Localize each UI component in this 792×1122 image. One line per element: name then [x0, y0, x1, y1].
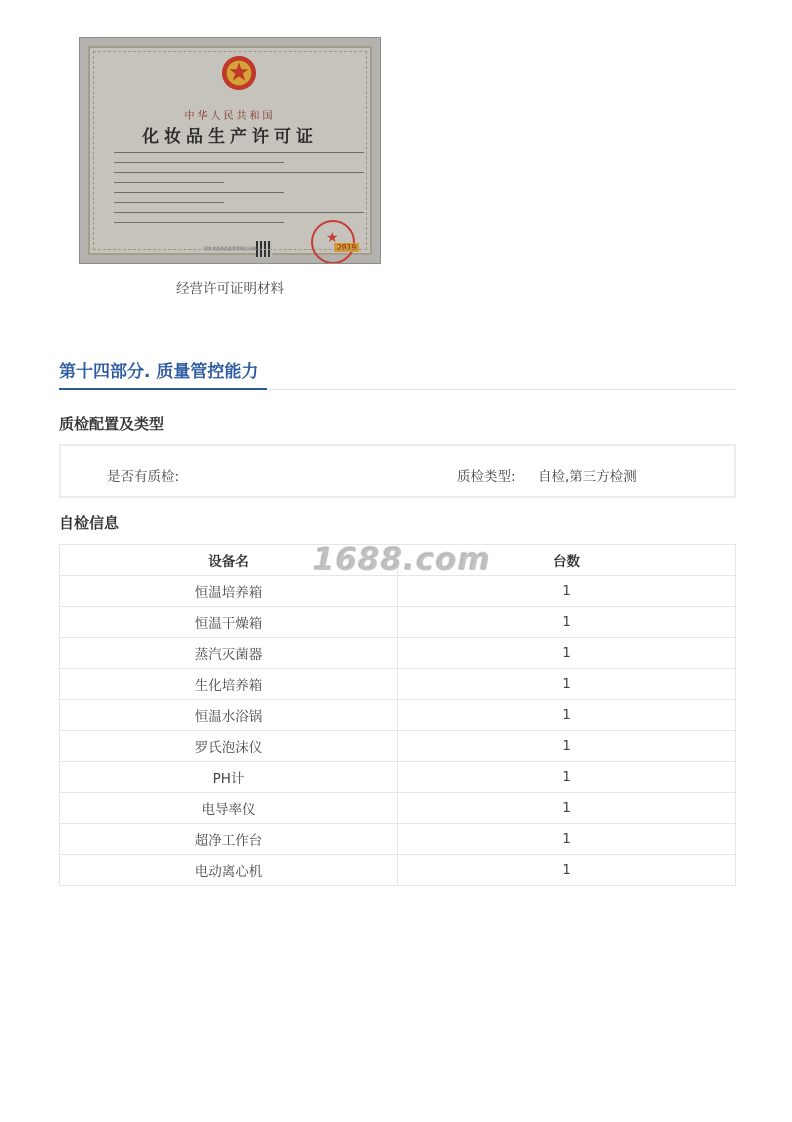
equipment-name: 恒温干燥箱 — [60, 607, 398, 638]
equipment-count: 1 — [398, 855, 736, 886]
qr-code-icon — [256, 241, 272, 257]
license-figure — [79, 37, 381, 297]
table-row — [60, 824, 736, 855]
equipment-count: 1 — [398, 607, 736, 638]
table-header-row — [60, 545, 736, 576]
equipment-name: 电动离心机 — [60, 855, 398, 886]
table-row — [60, 576, 736, 607]
license-caption: 经营许可证明材料 — [176, 281, 284, 297]
certificate-country: 中华人民共和国 — [184, 111, 276, 122]
equipment-count: 1 — [398, 638, 736, 669]
equipment-name: 恒温水浴锅 — [60, 700, 398, 731]
table-row — [60, 607, 736, 638]
equipment-name: 电导率仪 — [60, 793, 398, 824]
section-title-underline — [59, 388, 267, 390]
column-header-equipment: 设备名 — [60, 545, 398, 576]
column-header-count: 台数 — [398, 545, 736, 576]
equipment-count: 1 — [398, 669, 736, 700]
official-seal-icon: ★ — [311, 220, 355, 264]
equipment-name: 生化培养箱 — [60, 669, 398, 700]
self-check-heading: 自检信息 — [59, 514, 120, 532]
qc-type-value: 自检,第三方检测 — [538, 469, 637, 485]
certificate-footer: 国家食品药品监督管理总局制 — [204, 246, 256, 251]
table-row — [60, 793, 736, 824]
equipment-name: 恒温培养箱 — [60, 576, 398, 607]
table-row — [60, 638, 736, 669]
national-emblem-icon — [220, 54, 258, 92]
qc-type-label: 质检类型: — [457, 469, 516, 485]
license-certificate — [88, 46, 372, 255]
equipment-count: 1 — [398, 793, 736, 824]
table-row — [60, 762, 736, 793]
qc-config-box — [59, 444, 736, 498]
equipment-count: 1 — [398, 700, 736, 731]
table-row — [60, 669, 736, 700]
license-photo — [79, 37, 381, 264]
has-qc-label: 是否有质检: — [107, 469, 180, 485]
equipment-name: PH计 — [60, 762, 398, 793]
equipment-name: 超净工作台 — [60, 824, 398, 855]
table-row — [60, 855, 736, 886]
certificate-text-lines — [114, 152, 364, 232]
equipment-name: 蒸汽灭菌器 — [60, 638, 398, 669]
qc-config-heading: 质检配置及类型 — [59, 415, 165, 433]
equipment-count: 1 — [398, 824, 736, 855]
table-row — [60, 731, 736, 762]
date-stamp: 2019 — [334, 243, 359, 252]
watermark-logo: 1688.com — [313, 542, 492, 578]
certificate-title: 化妆品生产许可证 — [142, 127, 318, 147]
equipment-count: 1 — [398, 576, 736, 607]
equipment-name: 罗氏泡沫仪 — [60, 731, 398, 762]
self-check-table — [59, 544, 736, 886]
equipment-count: 1 — [398, 731, 736, 762]
table-row — [60, 700, 736, 731]
section-title: 第十四部分. 质量管控能力 — [59, 362, 259, 382]
equipment-count: 1 — [398, 762, 736, 793]
